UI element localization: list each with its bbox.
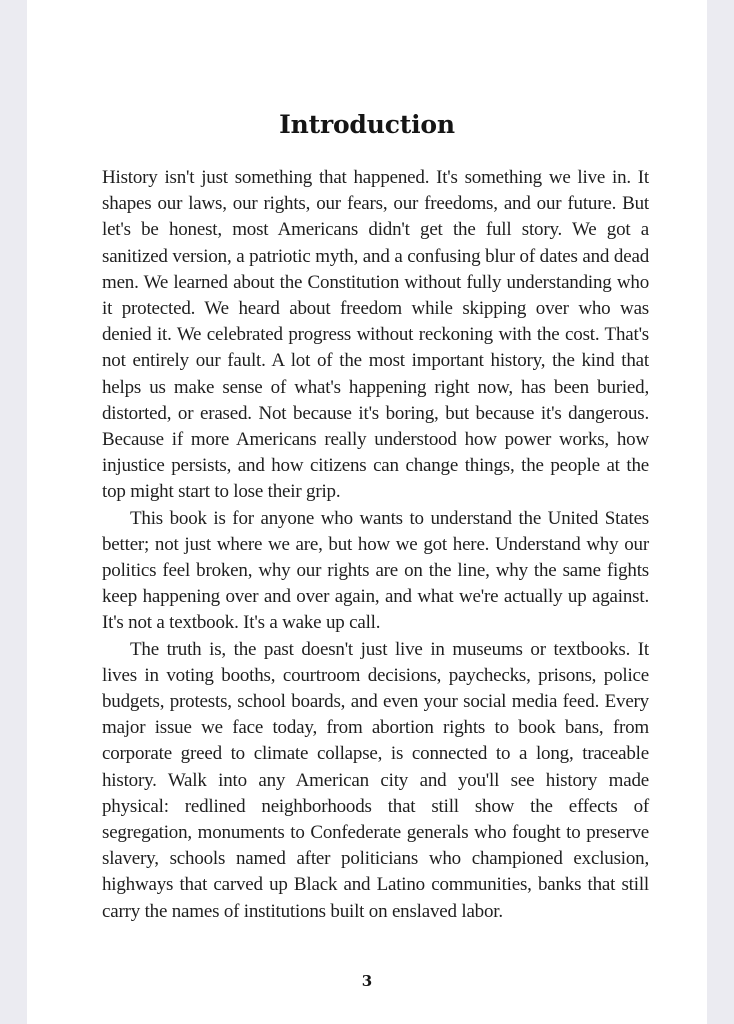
paragraph-2: This book is for anyone who wants to understand the United States better; not just where we are, but how we got here. Understand why our politics feel broken, why our rights are on the line, why the same fights keep happening over and over again, and what we're actually up against. It's not a textbook. It's a wake up call.: [102, 507, 649, 634]
paragraph-1: History isn't just something that happened. It's something we live in. It shapes our laws, our rights, our fears, our freedoms, and our future. But let's be honest, most Americans didn't get the full story. We got a sanitized version, a patriotic myth, and a confusing blur of dates and dead men. We learned about the Constitution without fully understanding who it protected. We heard about freedom while skipping over who was denied it. We celebrated progress without reckoning with the cost. That's not entirely our fault. A lot of the most important history, the kind that helps us make sense of what's happening right now, has been buried, distorted, or erased. Not because it's boring, but because it's dangerous. Because if more Americans really understood how power works, how injustice persists, and how citizens can change things, the people at the top might start to lose their grip.: [102, 167, 649, 503]
book-page: [27, 0, 707, 1024]
body-text: [102, 165, 649, 925]
paragraph-3: The truth is, the past doesn't just live in museums or textbooks. It lives in voting booths, courtroom decisions, paychecks, prisons, police budgets, protests, school boards, and even your social media feed. Every major issue we face today, from abortion rights to book bans, from corporate greed to climate collapse, is connected to a long, traceable history. Walk into any American city and you'll see history made physical: redlined neighborhoods that still show the effects of segregation, monuments to Confederate generals who fought to preserve slavery, schools named after politicians who championed exclusion, highways that carved up Black and Latino communities, banks that still carry the names of institutions built on enslaved labor.: [102, 638, 649, 922]
page-number: 3: [361, 972, 373, 990]
chapter-title: Introduction: [279, 110, 455, 139]
